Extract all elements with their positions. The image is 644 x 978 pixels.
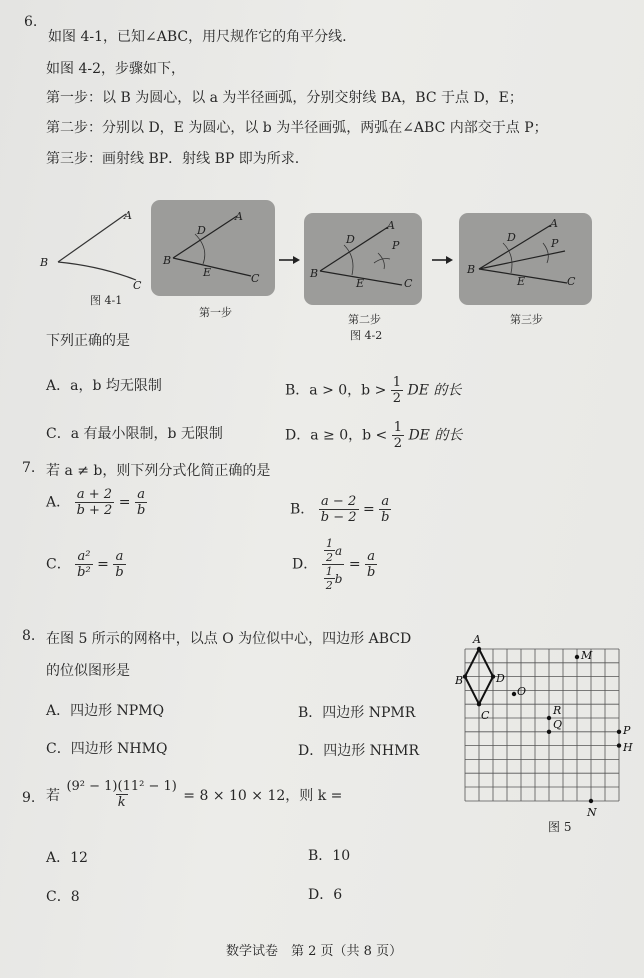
step2-label-A: A <box>387 219 395 232</box>
point-p <box>617 730 621 734</box>
grid-label-a: A <box>473 633 481 646</box>
point-n <box>589 799 593 803</box>
point-r <box>547 716 551 720</box>
q7-option-d: D． $\frac{1}{2}$ a $\frac{1}{2}$ b = $\frac{a}{b}$ <box>292 537 376 592</box>
step1-label-E: E <box>203 266 212 279</box>
step2-label-C: C <box>404 277 413 290</box>
page-footer: 数学试卷 第 2 页（共 8 页） <box>226 944 403 959</box>
figure-5-grid <box>455 633 640 823</box>
q6-step1: 第一步：以 B 为圆心，以 a 为半径画弧，分别交射线 BA，BC 于点 D，E； <box>46 90 523 106</box>
grid-label-h: H <box>623 741 633 754</box>
q9-option-d: D．6 <box>308 887 343 903</box>
q6-option-a: A．a，b 均无限制 <box>46 378 162 394</box>
grid-label-c: C <box>481 709 490 722</box>
step1-label-B: B <box>163 254 172 267</box>
grid-label-m: M <box>581 649 593 662</box>
step1-label-C: C <box>251 272 260 285</box>
step1-caption: 第一步 <box>199 306 232 319</box>
q7-option-b: B． $\frac{a - 2}{b - 2}$ = $\frac{a}{b}$ <box>290 494 390 525</box>
grid-label-q: Q <box>553 718 563 731</box>
fig41-caption: 图 4-1 <box>90 294 123 307</box>
fig41-label-B: B <box>40 256 49 269</box>
step3-caption: 第三步 <box>510 313 543 326</box>
q6-step3: 第三步：画射线 BP．射线 BP 即为所求. <box>46 151 300 167</box>
q6-number: 6. <box>24 14 38 30</box>
step3-label-D: D <box>507 231 516 244</box>
q8-stem-line1: 在图 5 所示的网格中，以点 O 为位似中心，四边形 ABCD <box>46 631 412 647</box>
step3-label-C: C <box>567 275 576 288</box>
step1-label-A: A <box>235 210 243 223</box>
q8-option-b: B．四边形 NPMR <box>298 705 416 721</box>
arrow-right-icon <box>430 254 454 266</box>
fig41-label-C: C <box>133 279 142 292</box>
step3-label-E: E <box>517 275 526 288</box>
q9-number: 9. <box>22 790 36 806</box>
grid-label-p: P <box>623 724 631 737</box>
fig41-label-A: A <box>124 209 132 222</box>
grid-label-b: B <box>455 674 464 687</box>
step2-caption: 第二步 <box>348 313 381 326</box>
fig42-caption: 图 4-2 <box>350 329 383 342</box>
grid-label-n: N <box>587 806 597 819</box>
grid-label-d: D <box>496 672 505 685</box>
q8-number: 8. <box>22 628 36 644</box>
q8-option-c: C．四边形 NHMQ <box>46 741 168 757</box>
q8-option-d: D．四边形 NHMR <box>298 743 420 759</box>
step2-label-D: D <box>346 233 355 246</box>
point-a <box>477 647 481 651</box>
grid-lines <box>465 649 619 801</box>
step1-panel <box>151 200 275 296</box>
point-c <box>477 702 481 706</box>
point-q <box>547 730 551 734</box>
point-o <box>512 692 516 696</box>
q8-option-a: A．四边形 NPMQ <box>46 703 165 719</box>
step3-label-A: A <box>550 217 558 230</box>
point-m <box>575 655 579 659</box>
q6-intro: 如图 4-2，步骤如下， <box>46 61 185 77</box>
q7-option-c: C． $\frac{\text{a²}}{\text{b²}}$ = $\frac{a}{b}$ <box>46 549 124 580</box>
q7-stem: 若 a ≠ b，则下列分式化简正确的是 <box>46 463 271 479</box>
q9-stem: 若 $\frac{\text{(9² − 1)(11² − 1)}}{k}$ = 8 × 10 × 12，则 k = <box>46 779 343 810</box>
q6-stem: 如图 4-1，已知∠ABC，用尺规作它的角平分线. <box>48 29 347 45</box>
point-d <box>491 674 495 678</box>
grid-label-r: R <box>553 704 562 717</box>
step3-label-P: P <box>551 237 559 250</box>
figure-4-1 <box>30 200 150 300</box>
step2-label-P: P <box>392 239 400 252</box>
q6-option-b: B．a > 0，b > $\frac{1}{2}$ DE 的长 <box>285 375 462 406</box>
step2-label-E: E <box>356 277 365 290</box>
point-b <box>463 674 467 678</box>
q7-option-a: A． $\frac{a + 2}{b + 2}$ = $\frac{a}{b}$ <box>46 487 146 518</box>
q6-step2: 第二步：分别以 D，E 为圆心，以 b 为半径画弧，两弧在∠ABC 内部交于点 P； <box>46 120 548 136</box>
q6-option-c: C．a 有最小限制，b 无限制 <box>46 426 223 442</box>
q6-question: 下列正确的是 <box>46 333 130 349</box>
step1-label-D: D <box>197 224 206 237</box>
step2-panel <box>304 213 422 305</box>
arrow-right-icon <box>277 254 301 266</box>
q8-stem-line2: 的位似图形是 <box>46 663 130 679</box>
q6-option-d: D．a ≥ 0，b < $\frac{1}{2}$ DE 的长 <box>285 420 463 451</box>
step2-figure <box>304 213 422 305</box>
grid-label-o: O <box>517 685 527 698</box>
step2-label-B: B <box>310 267 319 280</box>
point-h <box>617 743 621 747</box>
step3-panel <box>459 213 592 305</box>
fig5-caption: 图 5 <box>548 820 572 834</box>
step3-label-B: B <box>467 263 476 276</box>
q7-number: 7. <box>22 460 36 476</box>
q9-option-b: B．10 <box>308 848 351 864</box>
step3-figure <box>459 213 592 305</box>
q9-option-c: C．8 <box>46 889 80 905</box>
q9-option-a: A．12 <box>46 850 88 866</box>
